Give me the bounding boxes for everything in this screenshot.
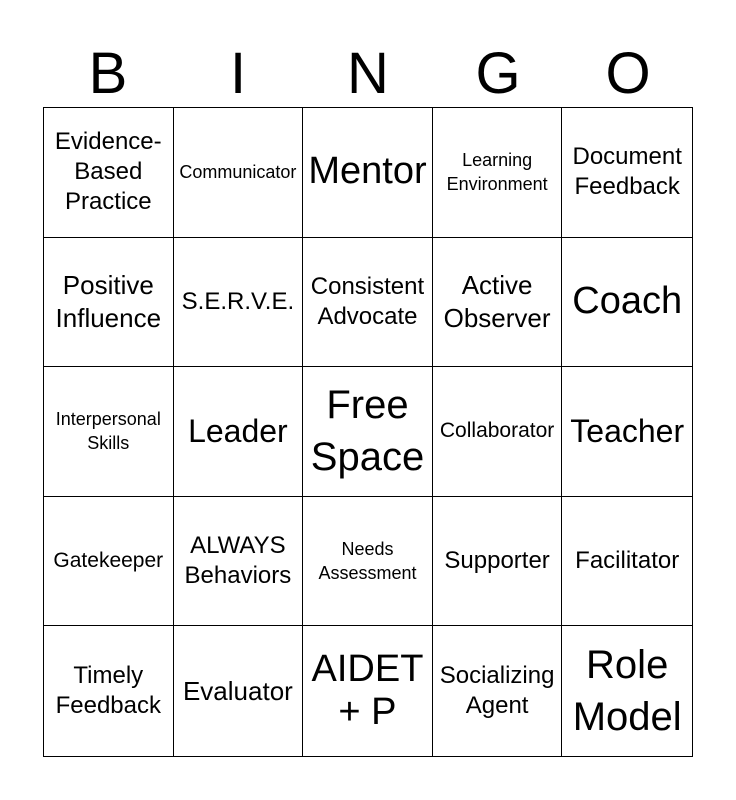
cell-label: Timely Feedback (55, 662, 161, 720)
bingo-cell-r4-c3[interactable] (303, 497, 433, 627)
bingo-board (43, 107, 693, 757)
bingo-cell-r3-c3[interactable] (303, 367, 433, 497)
cell-label: Role Model (572, 643, 682, 740)
cell-label: Document Feedback (572, 143, 682, 201)
cell-label: Free Space (310, 383, 425, 480)
bingo-cell-r2-c4[interactable] (433, 238, 563, 368)
bingo-cell-r4-c5[interactable] (562, 497, 692, 627)
cell-label: Socializing Agent (439, 662, 555, 720)
cell-label: S.E.R.V.E. (181, 287, 295, 315)
bingo-cell-r1-c5[interactable] (562, 108, 692, 238)
bingo-cell-r1-c3[interactable] (303, 108, 433, 238)
bingo-cell-r2-c1[interactable] (44, 238, 174, 368)
cell-label: Leader (188, 413, 288, 450)
bingo-cell-r2-c5[interactable] (562, 238, 692, 368)
cell-label: Teacher (570, 413, 685, 450)
cell-label: Supporter (444, 547, 550, 575)
cell-label: Active Observer (443, 270, 551, 333)
cell-label: Collaborator (439, 419, 555, 443)
bingo-cell-r3-c5[interactable] (562, 367, 692, 497)
cell-label: Learning Environment (446, 150, 548, 195)
header-letter-g: G (475, 41, 521, 106)
cell-label: Gatekeeper (53, 548, 164, 572)
bingo-cell-r2-c2[interactable] (174, 238, 304, 368)
cell-label: Needs Assessment (318, 538, 417, 584)
bingo-cell-r5-c3[interactable] (303, 626, 433, 756)
bingo-cell-r4-c1[interactable] (44, 497, 174, 627)
header-letter-i: I (229, 41, 247, 106)
cell-label: Consistent Advocate (310, 272, 425, 330)
bingo-cell-r3-c2[interactable] (174, 367, 304, 497)
bingo-cell-r1-c1[interactable] (44, 108, 174, 238)
cell-label: Evaluator (182, 675, 293, 706)
bingo-cell-r1-c4[interactable] (433, 108, 563, 238)
cell-label: Mentor (308, 150, 427, 193)
bingo-cell-r3-c4[interactable] (433, 367, 563, 497)
header-letter-o: O (605, 41, 651, 106)
cell-label: AIDET + P (311, 647, 424, 734)
bingo-cell-r4-c2[interactable] (174, 497, 304, 627)
bingo-header (43, 40, 693, 108)
cell-label: Communicator (179, 162, 297, 183)
bingo-cell-r5-c4[interactable] (433, 626, 563, 756)
cell-label: Positive Influence (55, 270, 162, 333)
header-letter-n: N (347, 41, 389, 106)
cell-label: Evidence-Based Practice (54, 128, 162, 216)
cell-label: Coach (572, 280, 683, 323)
bingo-cell-r5-c1[interactable] (44, 626, 174, 756)
cell-label: Facilitator (575, 547, 680, 575)
bingo-cell-r5-c2[interactable] (174, 626, 304, 756)
cell-label: ALWAYS Behaviors (184, 532, 292, 590)
bingo-cell-r5-c5[interactable] (562, 626, 692, 756)
bingo-cell-r2-c3[interactable] (303, 238, 433, 368)
bingo-cell-r3-c1[interactable] (44, 367, 174, 497)
bingo-cell-r4-c4[interactable] (433, 497, 563, 627)
bingo-cell-r1-c2[interactable] (174, 108, 304, 238)
header-letter-b: B (88, 41, 128, 106)
cell-label: Interpersonal Skills (55, 409, 161, 454)
